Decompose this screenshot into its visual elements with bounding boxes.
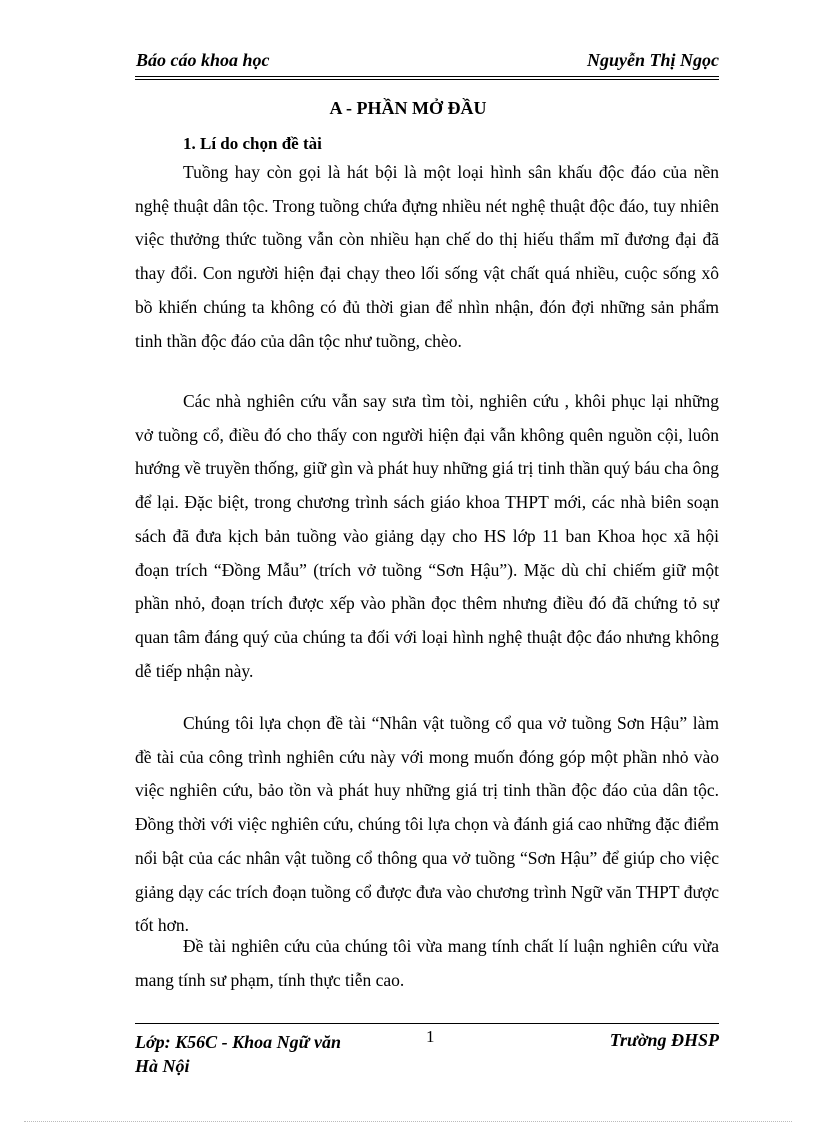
page-boundary [24, 1121, 792, 1122]
footer-class-line: Lớp: K56C - Khoa Ngữ văn [135, 1032, 341, 1052]
footer-class-info [135, 1030, 341, 1078]
page-header [135, 50, 719, 80]
paragraph-2: Các nhà nghiên cứu vẫn say sưa tìm tòi, nghiên cứu , khôi phục lại những vở tuồng cổ, điều đó cho thấy con người hiện đại vẫn không quên nguồn cội, luôn hướng về truyền thống, giữ gìn và phát huy những giá trị tinh thần quý báu cha ông để lại. Đặc biệt, trong chương trình sách giáo khoa THPT mới, các nhà biên soạn sách đã đưa kịch bản tuồng vào giảng dạy cho HS lớp 11 ban Khoa học xã hội đoạn trích “Đồng Mẫu” (trích vở tuồng “Sơn Hậu”). Mặc dù chỉ chiếm giữ một phần nhỏ, đoạn trích được xếp vào phần đọc thêm nhưng điều đó đã chứng tỏ sự quan tâm đáng quý của chúng ta đối với loại hình nghệ thuật độc đáo nhưng không dễ tiếp nhận này. [135, 391, 720, 681]
header-author: Nguyễn Thị Ngọc [587, 50, 719, 70]
paragraph-4: Đề tài nghiên cứu của chúng tôi vừa mang tính chất lí luận nghiên cứu vừa mang tính sư phạm, tính thực tiễn cao. [135, 936, 719, 990]
page-number: 1 [426, 1027, 435, 1046]
footer-school: Trường ĐHSP [609, 1030, 719, 1050]
footer-city-line: Hà Nội [135, 1056, 190, 1076]
subsection-heading: 1. Lí do chọn đề tài [183, 134, 322, 153]
paragraph-3: Chúng tôi lựa chọn đề tài “Nhân vật tuồng cổ qua vở tuồng Sơn Hậu” làm đề tài của công trình nghiên cứu này với mong muốn đóng góp một phần nhỏ vào việc nghiên cứu, bảo tồn và phát huy những giá trị tinh thần độc đáo của dân tộc. Đồng thời với việc nghiên cứu, chúng tôi lựa chọn và đánh giá cao những đặc điểm nổi bật của các nhân vật tuồng cổ thông qua vở tuồng “Sơn Hậu” để giúp cho việc giảng dạy các trích đoạn tuồng cổ được đưa vào chương trình Ngữ văn THPT được tốt hơn. [135, 713, 719, 936]
paragraph-1: Tuồng hay còn gọi là hát bội là một loại hình sân khấu độc đáo của nền nghệ thuật dân tộc. Trong tuồng chứa đựng nhiều nét nghệ thuật độc đáo, tuy nhiên việc thưởng thức tuồng vẫn còn nhiều hạn chế do thị hiếu thẩm mĩ đương đại đã thay đổi. Con người hiện đại chạy theo lối sống vật chất quá nhiều, cuộc sống xô bồ khiến chúng ta không có đủ thời gian để nhìn nhận, đón đợi những sản phẩm tinh thần độc đáo của dân tộc như tuồng, chèo. [135, 162, 719, 351]
footer-divider [135, 1023, 719, 1024]
header-report-type: Báo cáo khoa học [136, 50, 270, 70]
section-title: A - PHẦN MỞ ĐẦU [329, 98, 487, 118]
